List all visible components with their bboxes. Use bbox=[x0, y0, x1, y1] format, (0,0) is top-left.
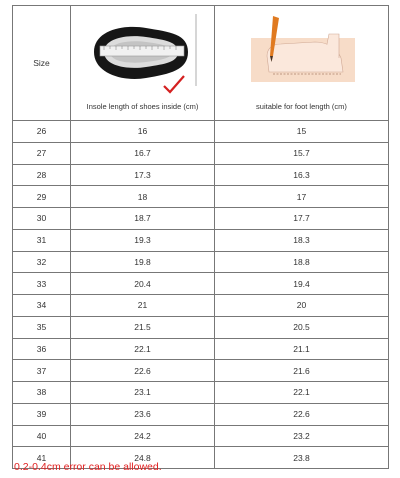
insole-cell: 21 bbox=[71, 295, 215, 317]
insole-cell: 19.8 bbox=[71, 251, 215, 273]
size-cell: 26 bbox=[13, 121, 71, 143]
insole-header: Insole length of shoes inside (cm) bbox=[86, 102, 199, 111]
insole-cell: 22.6 bbox=[71, 360, 215, 382]
table-row bbox=[13, 425, 389, 447]
foot-cell: 15 bbox=[215, 121, 389, 143]
table-row bbox=[13, 186, 389, 208]
foot-cell: 23.2 bbox=[215, 425, 389, 447]
size-cell: 40 bbox=[13, 425, 71, 447]
size-cell: 35 bbox=[13, 316, 71, 338]
red-check-mark-icon bbox=[164, 76, 184, 92]
foot-header-cell bbox=[215, 6, 389, 121]
foot-cell: 23.8 bbox=[215, 447, 389, 469]
size-cell: 41 bbox=[13, 447, 71, 469]
size-cell: 34 bbox=[13, 295, 71, 317]
size-cell: 31 bbox=[13, 229, 71, 251]
table-row bbox=[13, 295, 389, 317]
shoe-insole-measuring-tape-image bbox=[84, 12, 202, 94]
insole-cell: 24.2 bbox=[71, 425, 215, 447]
table-row bbox=[13, 229, 389, 251]
foot-cell: 20 bbox=[215, 295, 389, 317]
foot-cell: 18.8 bbox=[215, 251, 389, 273]
foot-cell: 18.3 bbox=[215, 229, 389, 251]
insole-cell: 20.4 bbox=[71, 273, 215, 295]
table-row bbox=[13, 316, 389, 338]
insole-cell: 24.8 bbox=[71, 447, 215, 469]
table-row bbox=[13, 121, 389, 143]
foot-cell: 20.5 bbox=[215, 316, 389, 338]
tolerance-note: 0.2-0.4cm error can be allowed. bbox=[14, 461, 162, 473]
table-row bbox=[13, 208, 389, 230]
foot-cell: 17 bbox=[215, 186, 389, 208]
table-row bbox=[13, 251, 389, 273]
table-row bbox=[13, 164, 389, 186]
insole-cell: 21.5 bbox=[71, 316, 215, 338]
insole-cell: 17.3 bbox=[71, 164, 215, 186]
size-cell: 37 bbox=[13, 360, 71, 382]
foot-measuring-pencil-image bbox=[243, 12, 361, 94]
table-row bbox=[13, 382, 389, 404]
insole-cell: 18 bbox=[71, 186, 215, 208]
size-cell: 39 bbox=[13, 403, 71, 425]
table-row bbox=[13, 403, 389, 425]
foot-cell: 16.3 bbox=[215, 164, 389, 186]
table-row bbox=[13, 273, 389, 295]
size-cell: 33 bbox=[13, 273, 71, 295]
size-cell: 29 bbox=[13, 186, 71, 208]
insole-cell: 16.7 bbox=[71, 142, 215, 164]
header-row bbox=[13, 6, 389, 121]
foot-cell: 17.7 bbox=[215, 208, 389, 230]
size-cell: 36 bbox=[13, 338, 71, 360]
size-cell: 28 bbox=[13, 164, 71, 186]
table-row bbox=[13, 360, 389, 382]
foot-header: suitable for foot length (cm) bbox=[256, 102, 347, 111]
insole-header-cell bbox=[71, 6, 215, 121]
size-cell: 27 bbox=[13, 142, 71, 164]
size-cell: 38 bbox=[13, 382, 71, 404]
insole-cell: 16 bbox=[71, 121, 215, 143]
table-row bbox=[13, 142, 389, 164]
insole-cell: 19.3 bbox=[71, 229, 215, 251]
insole-cell: 18.7 bbox=[71, 208, 215, 230]
size-cell: 30 bbox=[13, 208, 71, 230]
foot-cell: 21.1 bbox=[215, 338, 389, 360]
foot-cell: 19.4 bbox=[215, 273, 389, 295]
size-chart-table bbox=[12, 5, 389, 469]
foot-cell: 15.7 bbox=[215, 142, 389, 164]
table-row bbox=[13, 338, 389, 360]
size-cell: 32 bbox=[13, 251, 71, 273]
insole-cell: 23.1 bbox=[71, 382, 215, 404]
foot-cell: 21.6 bbox=[215, 360, 389, 382]
foot-cell: 22.6 bbox=[215, 403, 389, 425]
size-header: Size bbox=[13, 6, 71, 121]
insole-cell: 23.6 bbox=[71, 403, 215, 425]
foot-cell: 22.1 bbox=[215, 382, 389, 404]
insole-cell: 22.1 bbox=[71, 338, 215, 360]
